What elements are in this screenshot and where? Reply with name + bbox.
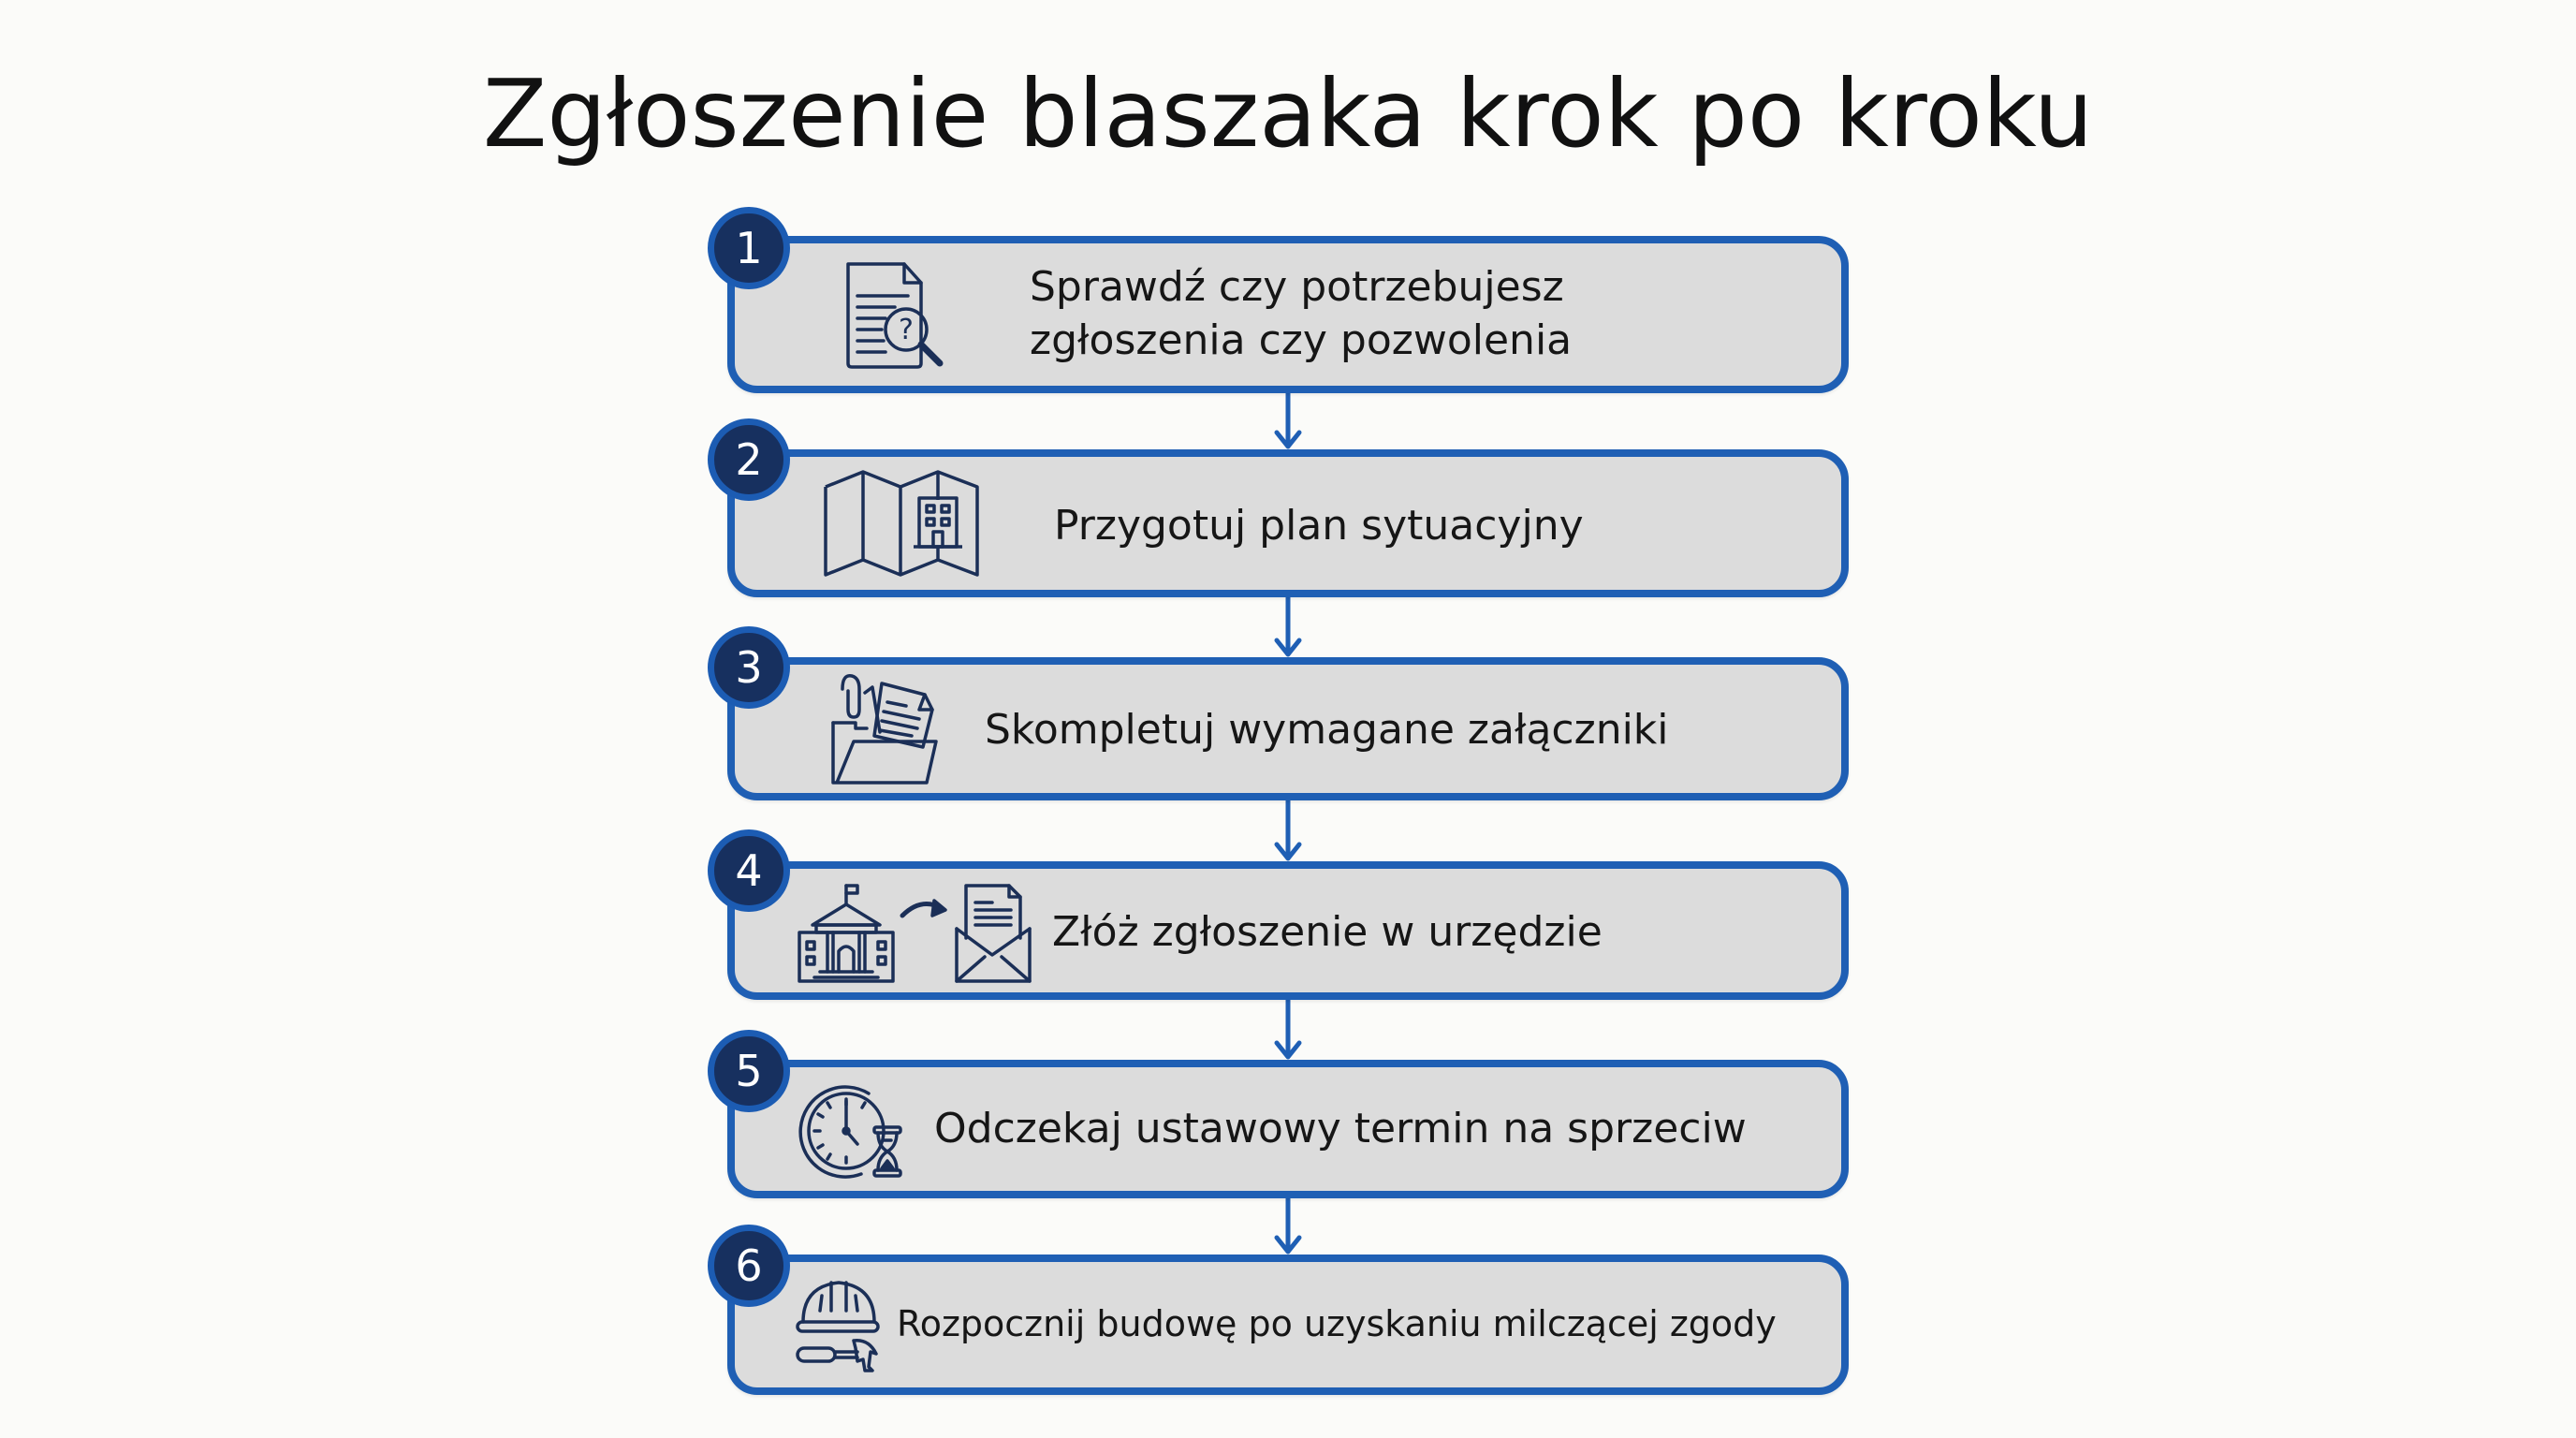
clock-hourglass-icon: [796, 1078, 904, 1180]
hardhat-hammer-icon: [796, 1273, 880, 1378]
step-1-number-badge: 1: [708, 207, 790, 289]
step-1-label-line1: Sprawdź czy potrzebujesz: [1030, 263, 1564, 311]
flow-arrow-5-6: [1274, 1198, 1302, 1255]
folded-map-building-icon: [822, 468, 981, 580]
page-title: Zgłoszenie blaszaka krok po kroku: [482, 59, 2094, 169]
folder-documents-paperclip-icon: [827, 667, 944, 788]
flow-arrow-1-2: [1274, 393, 1302, 449]
step-4-label: Złóż zgłoszenie w urzędzie: [1052, 908, 1603, 956]
office-to-envelope-icon: [794, 880, 1033, 985]
step-6-number-badge: 6: [708, 1225, 790, 1307]
svg-text:?: ?: [899, 314, 914, 346]
step-5-number-badge: 5: [708, 1030, 790, 1112]
flow-arrow-4-5: [1274, 1000, 1302, 1060]
step-2-number-badge: 2: [708, 418, 790, 501]
step-2-label: Przygotuj plan sytuacyjny: [1054, 502, 1584, 550]
flow-arrow-2-3: [1274, 597, 1302, 657]
step-1-label-line2: zgłoszenia czy pozwolenia: [1030, 316, 1573, 364]
flow-arrow-3-4: [1274, 800, 1302, 861]
step-6-label: Rozpocznij budowę po uzyskaniu milczącej zgody: [897, 1303, 1777, 1344]
document-search-question-icon: [842, 260, 959, 371]
step-3-label: Skompletuj wymagane załączniki: [985, 706, 1669, 754]
step-3-number-badge: 3: [708, 626, 790, 709]
step-5-label: Odczekaj ustawowy termin na sprzeciw: [934, 1105, 1747, 1152]
step-4-number-badge: 4: [708, 829, 790, 912]
